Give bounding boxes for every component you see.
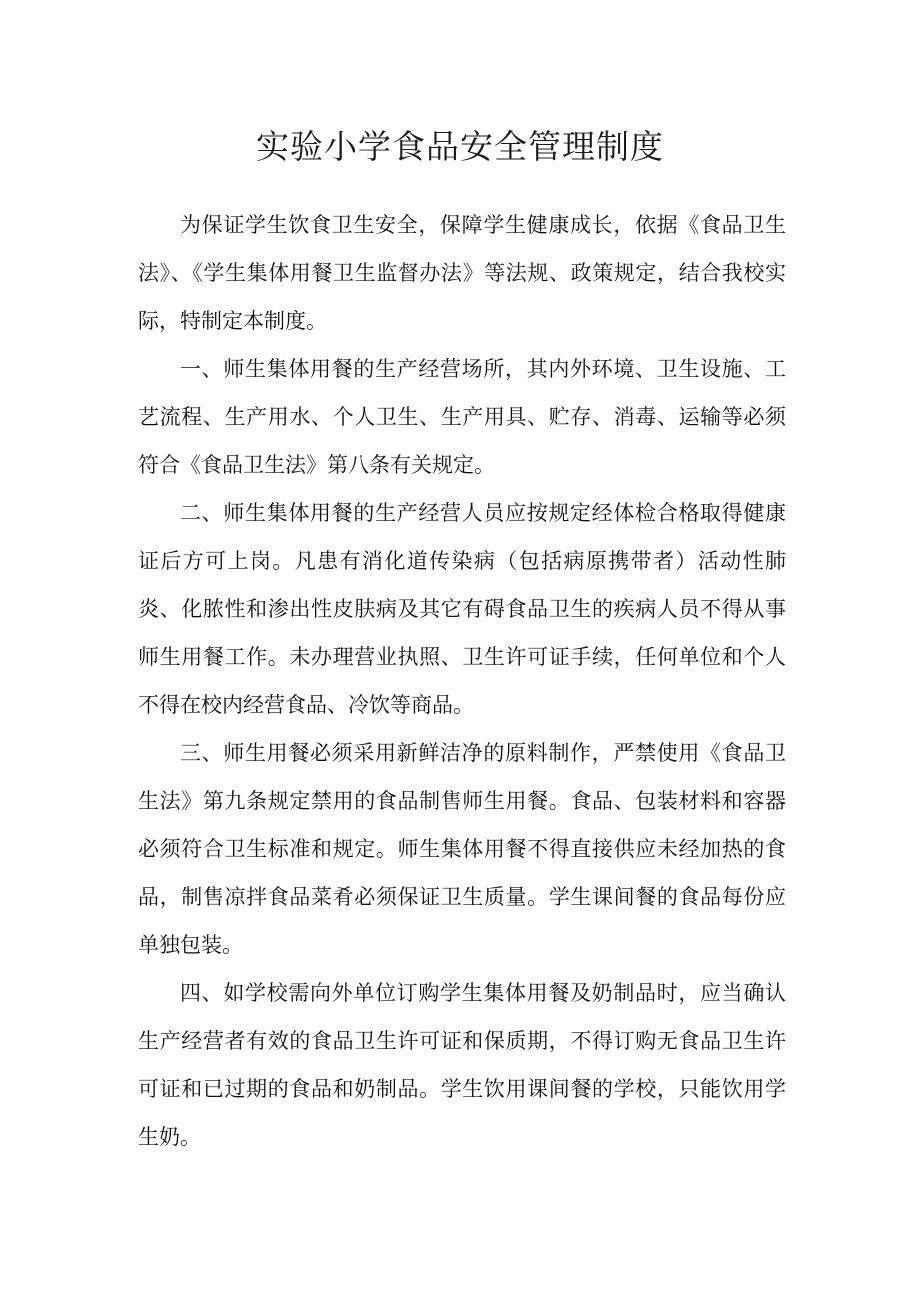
paragraph-intro: 为保证学生饮食卫生安全，保障学生健康成长，依据《食品卫生法》、《学生集体用餐卫生监督办法》等法规、政策规定，结合我校实际，特制定本制度。 [138,213,786,333]
paragraph-article-2: 二、师生集体用餐的生产经营人员应按规定经体检合格取得健康证后方可上岗。凡患有消化道传染病（包括病原携带者）活动性肺炎、化脓性和渗出性皮肤病及其它有碍食品卫生的疾病人员不得从事师生用餐工作。未办理营业执照、卫生许可证手续，任何单位和个人不得在校内经营食品、冷饮等商品。 [138,501,786,717]
paragraph-article-3: 三、师生用餐必须采用新鲜洁净的原料制作，严禁使用《食品卫生法》第九条规定禁用的食品制售师生用餐。食品、包装材料和容器必须符合卫生标准和规定。师生集体用餐不得直接供应未经加热的食品，制售凉拌食品菜肴必须保证卫生质量。学生课间餐的食品每份应单独包装。 [138,741,786,957]
paragraph-article-4: 四、如学校需向外单位订购学生集体用餐及奶制品时，应当确认生产经营者有效的食品卫生许可证和保质期，不得订购无食品卫生许可证和已过期的食品和奶制品。学生饮用课间餐的学校，只能饮用学生奶。 [138,981,786,1149]
document-body [138,201,786,1161]
document-title: 实验小学食品安全管理制度 [256,127,664,166]
paragraph-article-1: 一、师生集体用餐的生产经营场所，其内外环境、卫生设施、工艺流程、生产用水、个人卫生、生产用具、贮存、消毒、运输等必须符合《食品卫生法》第八条有关规定。 [138,357,786,477]
